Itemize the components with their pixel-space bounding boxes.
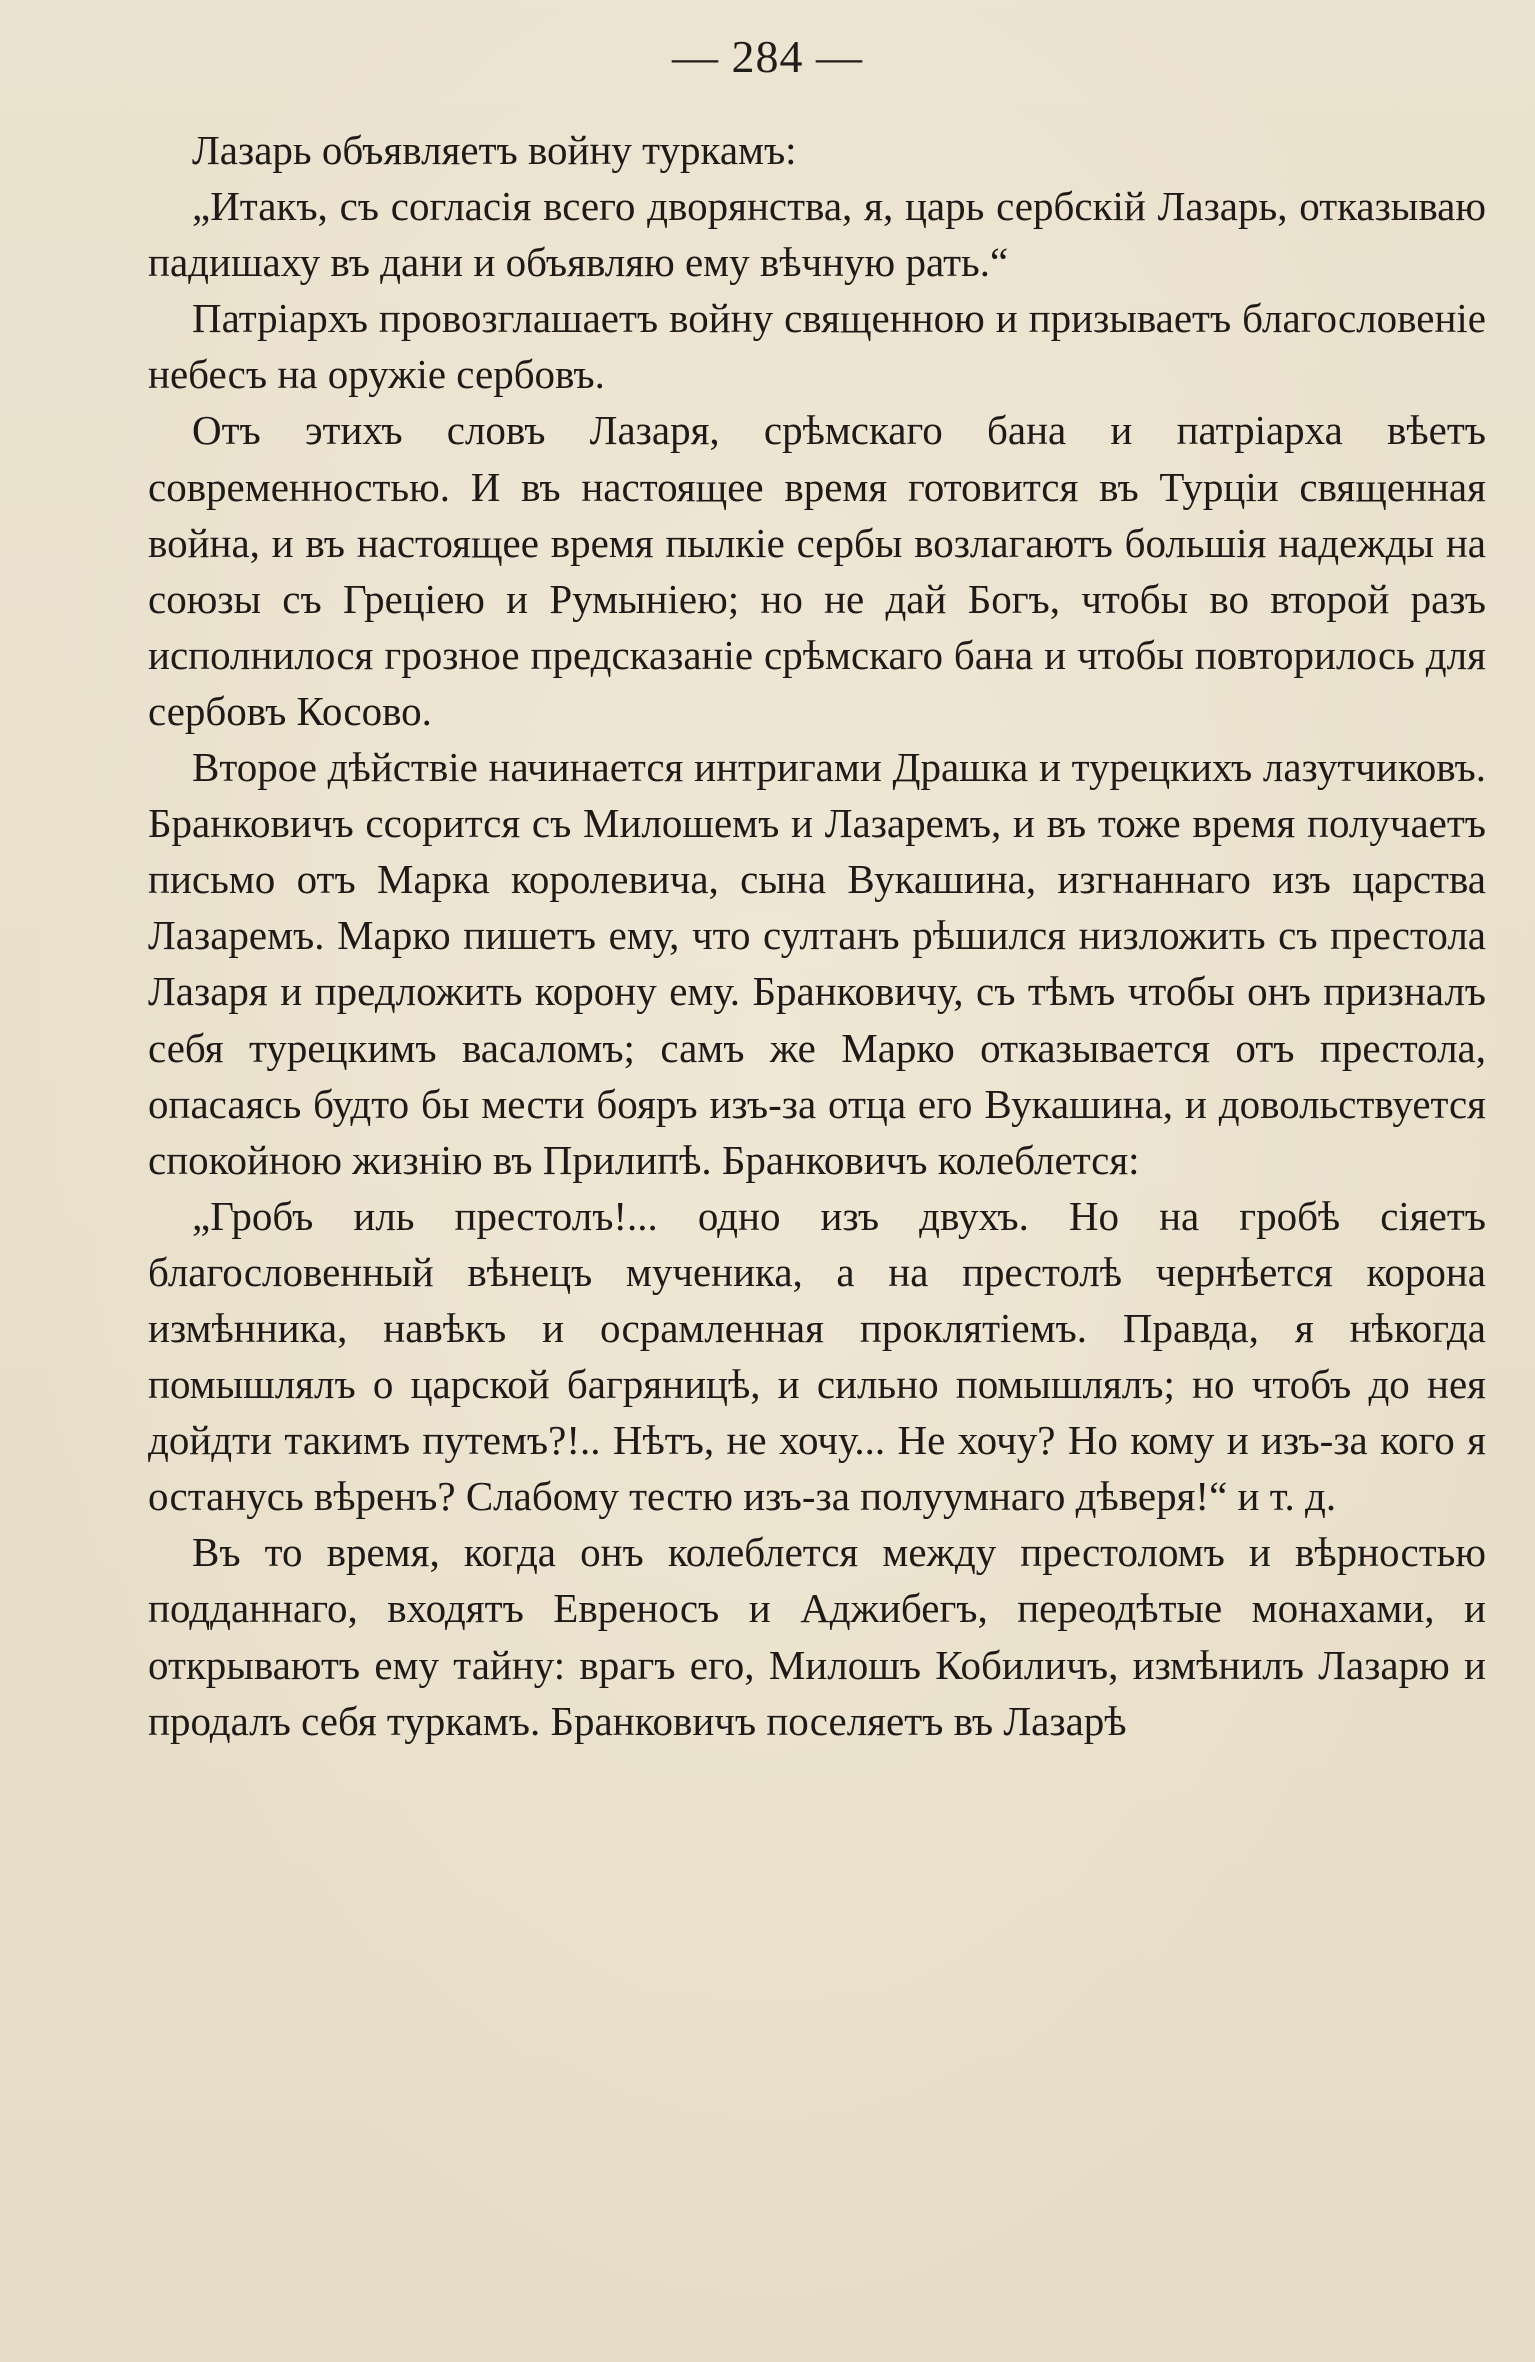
paragraph-7: Въ то время, когда онъ колеблется между престоломъ и вѣрностью подданнаго, входятъ Евреносъ и Аджибегъ, переодѣтые монахами, и открываютъ ему тайну: врагъ его, Милошъ Кобиличъ, измѣнилъ Лазарю и продалъ себя туркамъ. Бранковичъ поселяетъ въ Лазарѣ: [148, 1529, 1486, 1744]
paragraph-4: Отъ этихъ словъ Лазаря, срѣмскаго бана и патріарха вѣетъ современностью. И въ настоящее время готовится въ Турціи священная война, и въ настоящее время пылкіе сербы возлагаютъ большія надежды на союзы съ Греціею и Румыніею; но не дай Богъ, чтобы во второй разъ исполнилося грозное предсказаніе срѣмскаго бана и чтобы повторилось для сербовъ Косово.: [148, 407, 1486, 734]
paragraph-6: „Гробъ иль престолъ!... одно изъ двухъ. Но на гробѣ сіяетъ благословенный вѣнецъ мученика, а на престолѣ чернѣется корона измѣнника, навѣкъ и осрамленная проклятіемъ. Правда, я нѣкогда помышлялъ о царской багряницѣ, и сильно помышлялъ; но чтобъ до нея дойдти такимъ путемъ?!.. Нѣтъ, не хочу... Не хочу? Но кому и изъ-за кого я останусь вѣренъ? Слабому тестю изъ-за полуумнаго дѣверя!“ и т. д.: [148, 1192, 1486, 1520]
paragraph-5: Второе дѣйствіе начинается интригами Драшка и турецкихъ лазутчиковъ. Бранковичъ ссорится съ Милошемъ и Лазаремъ, и въ тоже время получаетъ письмо отъ Марка королевича, сына Вукашина, изгнаннаго изъ царства Лазаремъ. Марко пишетъ ему, что султанъ рѣшился низложить съ престола Лазаря и предложить корону ему. Бранковичу, съ тѣмъ чтобы онъ призналъ себя турецкимъ васаломъ; самъ же Марко отказывается отъ престола, опасаясь будто бы мести бояръ изъ-за отца его Вукашина, и довольствуется спокойною жизнію въ Прилипѣ. Бранковичъ колеблется:: [148, 744, 1486, 1183]
paragraph-3: Патріархъ провозглашаетъ войну священною и призываетъ благословеніе небесъ на оружіе сербовъ.: [148, 295, 1486, 398]
page-number: — 284 —: [672, 31, 863, 82]
paragraph-1: Лазарь объявляетъ войну туркамъ:: [192, 127, 797, 173]
body-text: [148, 122, 1486, 1749]
paragraph-2: „Итакъ, съ согласія всего дворянства, я, царь сербскій Лазарь, отказываю падишаху въ дани и объявляю ему вѣчную рать.“: [148, 183, 1486, 286]
